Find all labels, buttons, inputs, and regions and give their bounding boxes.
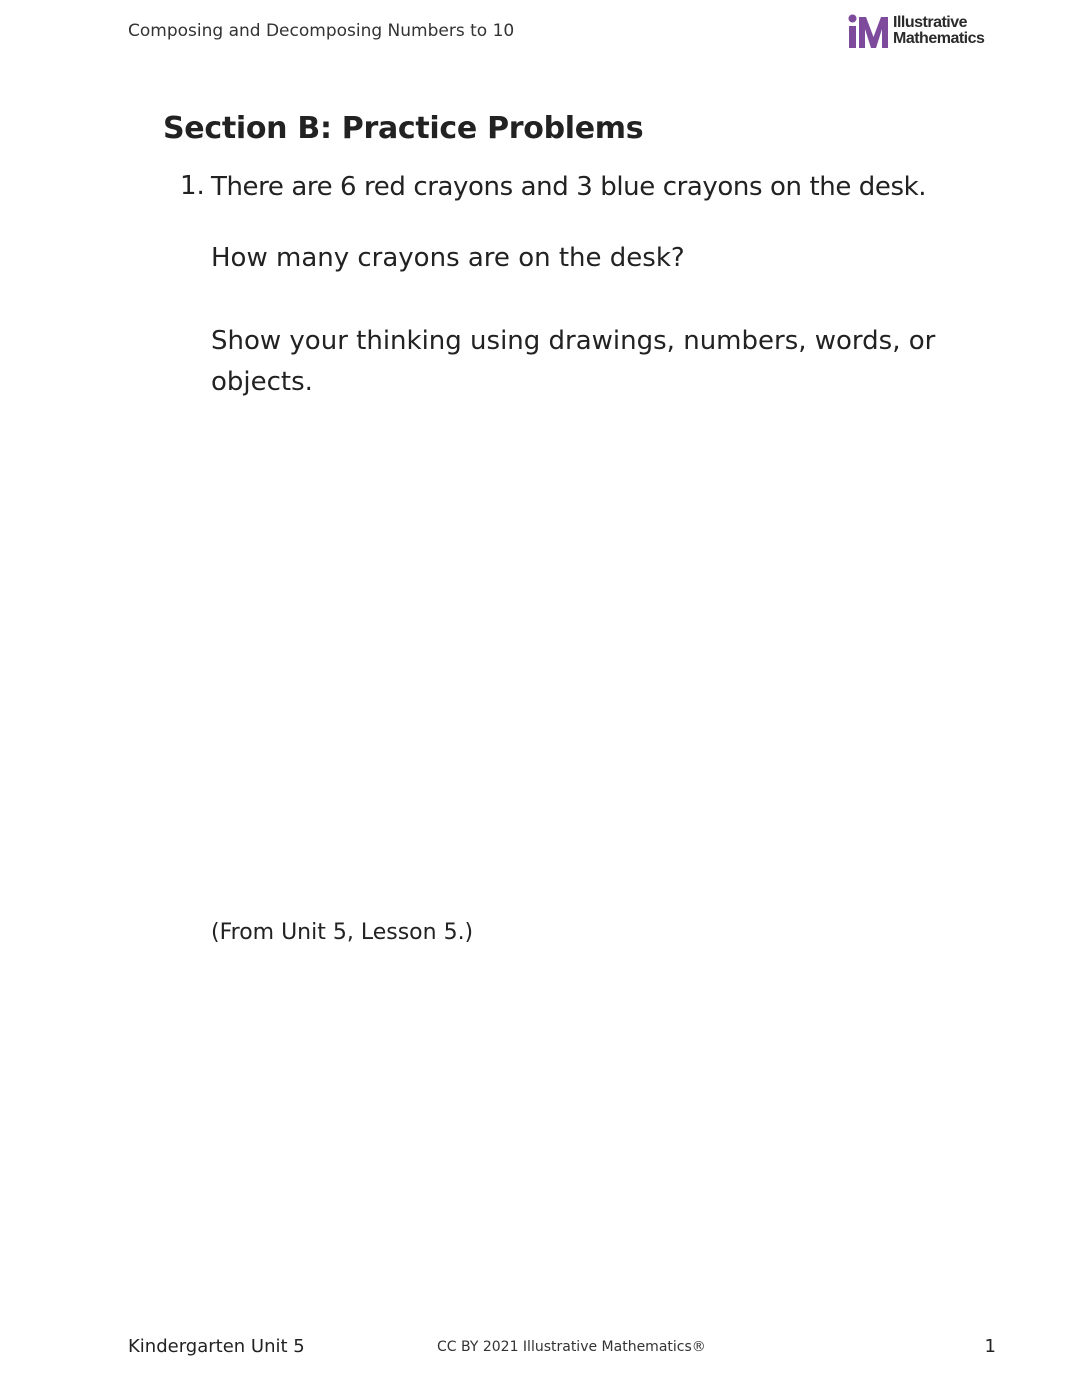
footer-unit: Kindergarten Unit 5 bbox=[128, 1336, 305, 1357]
problem-source: (From Unit 5, Lesson 5.) bbox=[211, 920, 474, 945]
logo-line-1: Illustrative bbox=[893, 14, 968, 31]
footer-copyright: CC BY 2021 Illustrative Mathematics® bbox=[437, 1339, 706, 1355]
problem-body bbox=[211, 167, 971, 403]
logo-wordmark bbox=[893, 15, 984, 47]
problem-question: How many crayons are on the desk? bbox=[211, 243, 685, 273]
illustrative-mathematics-logo bbox=[848, 14, 1000, 50]
section-title: Section B: Practice Problems bbox=[163, 111, 644, 146]
problem-instructions: Show your thinking using drawings, numbers, words, or objects. bbox=[211, 326, 936, 397]
document-title: Composing and Decomposing Numbers to 10 bbox=[128, 21, 515, 41]
problem-number: 1. bbox=[180, 171, 205, 201]
page-number: 1 bbox=[984, 1336, 996, 1357]
problem-statement: There are 6 red crayons and 3 blue crayons on the desk. bbox=[211, 172, 927, 202]
logo-line-2: Mathematics bbox=[893, 30, 985, 47]
im-logo-icon bbox=[848, 14, 888, 50]
